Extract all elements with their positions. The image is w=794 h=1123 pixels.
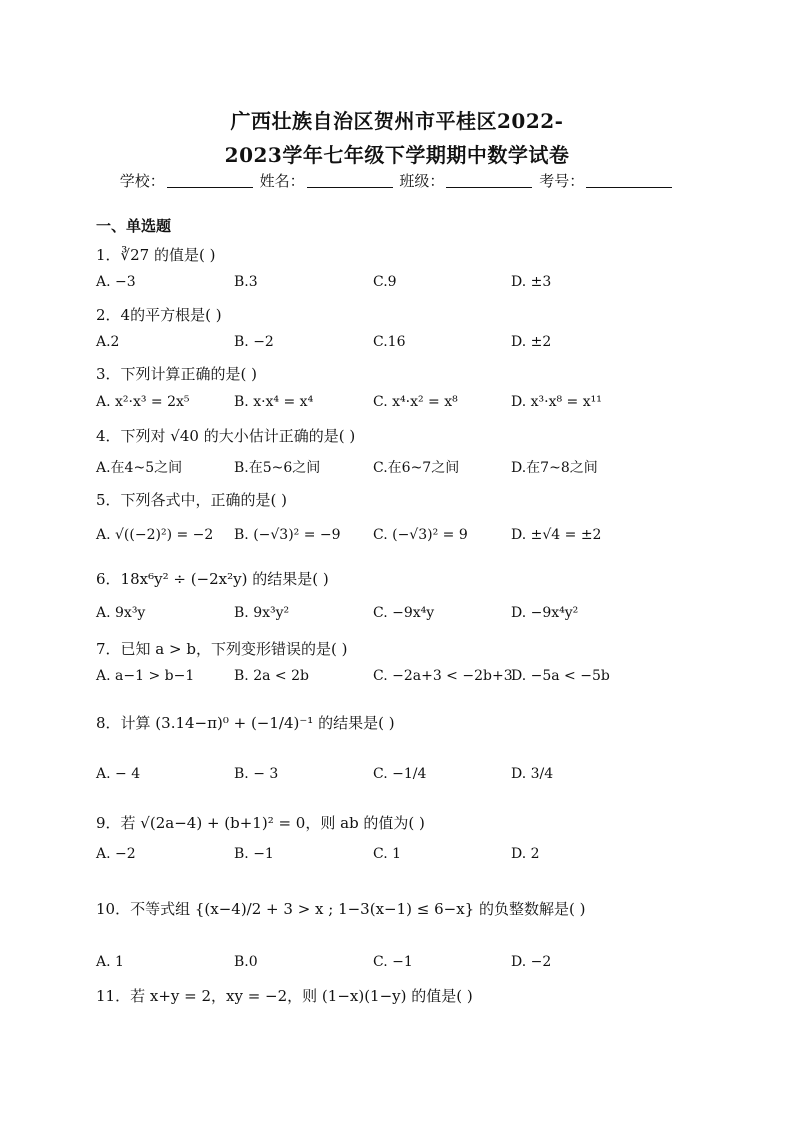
school-blank[interactable] xyxy=(167,187,253,188)
q9-option-a[interactable]: A. −2 xyxy=(96,846,136,862)
class-label: 班级： xyxy=(399,172,445,190)
q4-option-d[interactable]: D.在7~8之间 xyxy=(511,460,598,476)
q10-option-a[interactable]: A. 1 xyxy=(96,954,124,970)
q5-option-c[interactable]: C. (−√3)² = 9 xyxy=(373,527,468,543)
q6-option-c[interactable]: C. −9x⁴y xyxy=(373,605,435,621)
q1-option-c[interactable]: C.9 xyxy=(373,274,397,290)
q6-option-d[interactable]: D. −9x⁴y² xyxy=(511,605,579,621)
q1-option-b[interactable]: B.3 xyxy=(234,274,258,290)
q7-option-a[interactable]: A. a−1 > b−1 xyxy=(96,668,195,684)
q7-option-b[interactable]: B. 2a < 2b xyxy=(234,668,309,684)
q4-option-b[interactable]: B.在5~6之间 xyxy=(234,460,321,476)
q2-option-d[interactable]: D. ±2 xyxy=(511,334,552,350)
q8-option-b[interactable]: B. − 3 xyxy=(234,766,279,782)
q6-option-b[interactable]: B. 9x³y² xyxy=(234,605,290,621)
q2-option-b[interactable]: B. −2 xyxy=(234,334,274,350)
q10-option-d[interactable]: D. −2 xyxy=(511,954,552,970)
question-1: 1．∛27 的值是( ) xyxy=(96,246,216,264)
question-11: 11．若 x+y = 2，xy = −2，则 (1−x)(1−y) 的值是( ) xyxy=(96,987,473,1005)
exam-number-label: 考号： xyxy=(539,172,585,190)
question-6: 6．18x⁶y² ÷ (−2x²y) 的结果是( ) xyxy=(96,570,329,588)
q8-option-a[interactable]: A. − 4 xyxy=(96,766,141,782)
q3-option-a[interactable]: A. x²·x³ = 2x⁵ xyxy=(96,394,190,410)
q6-option-a[interactable]: A. 9x³y xyxy=(96,605,146,621)
q5-option-a[interactable]: A. √((−2)²) = −2 xyxy=(96,527,214,543)
question-5: 5．下列各式中，正确的是( ) xyxy=(96,491,288,509)
q5-option-b[interactable]: B. (−√3)² = −9 xyxy=(234,527,341,543)
exam-title-line1: 广西壮族自治区贺州市平桂区2022- xyxy=(230,109,564,133)
q3-option-b[interactable]: B. x·x⁴ = x⁴ xyxy=(234,394,314,410)
section-title: 一、单选题 xyxy=(96,217,172,235)
q1-option-a[interactable]: A. −3 xyxy=(96,274,136,290)
q3-option-c[interactable]: C. x⁴·x² = x⁸ xyxy=(373,394,458,410)
exam-title-line2: 2023学年七年级下学期期中数学试卷 xyxy=(224,143,570,167)
q9-option-b[interactable]: B. −1 xyxy=(234,846,274,862)
question-2: 2．4的平方根是( ) xyxy=(96,306,222,324)
q10-option-c[interactable]: C. −1 xyxy=(373,954,413,970)
q2-option-c[interactable]: C.16 xyxy=(373,334,406,350)
school-label: 学校： xyxy=(119,172,165,190)
class-blank[interactable] xyxy=(446,187,532,188)
question-3: 3．下列计算正确的是( ) xyxy=(96,365,258,383)
q1-option-d[interactable]: D. ±3 xyxy=(511,274,552,290)
q5-option-d[interactable]: D. ±√4 = ±2 xyxy=(511,527,602,543)
q7-option-c[interactable]: C. −2a+3 < −2b+3 xyxy=(373,668,513,684)
exam-number-blank[interactable] xyxy=(586,187,672,188)
question-10: 10．不等式组 {(x−4)/2 + 3 > x ; 1−3(x−1) ≤ 6−x} 的负整数解是( ) xyxy=(96,900,586,918)
question-4: 4．下列对 √40 的大小估计正确的是( ) xyxy=(96,427,356,445)
name-blank[interactable] xyxy=(307,187,393,188)
q4-option-a[interactable]: A.在4~5之间 xyxy=(96,460,183,476)
question-7: 7．已知 a > b，下列变形错误的是( ) xyxy=(96,640,348,658)
q4-option-c[interactable]: C.在6~7之间 xyxy=(373,460,460,476)
student-info-row xyxy=(0,170,794,191)
question-8: 8．计算 (3.14−π)⁰ + (−1/4)⁻¹ 的结果是( ) xyxy=(96,714,395,732)
q7-option-d[interactable]: D. −5a < −5b xyxy=(511,668,610,684)
q9-option-d[interactable]: D. 2 xyxy=(511,846,540,862)
q3-option-d[interactable]: D. x³·x⁸ = x¹¹ xyxy=(511,394,602,410)
name-label: 姓名： xyxy=(259,172,305,190)
q10-option-b[interactable]: B.0 xyxy=(234,954,258,970)
q9-option-c[interactable]: C. 1 xyxy=(373,846,402,862)
q8-option-c[interactable]: C. −1/4 xyxy=(373,766,427,782)
q8-option-d[interactable]: D. 3/4 xyxy=(511,766,554,782)
q2-option-a[interactable]: A.2 xyxy=(96,334,120,350)
question-9: 9．若 √(2a−4) + (b+1)² = 0，则 ab 的值为( ) xyxy=(96,814,425,832)
